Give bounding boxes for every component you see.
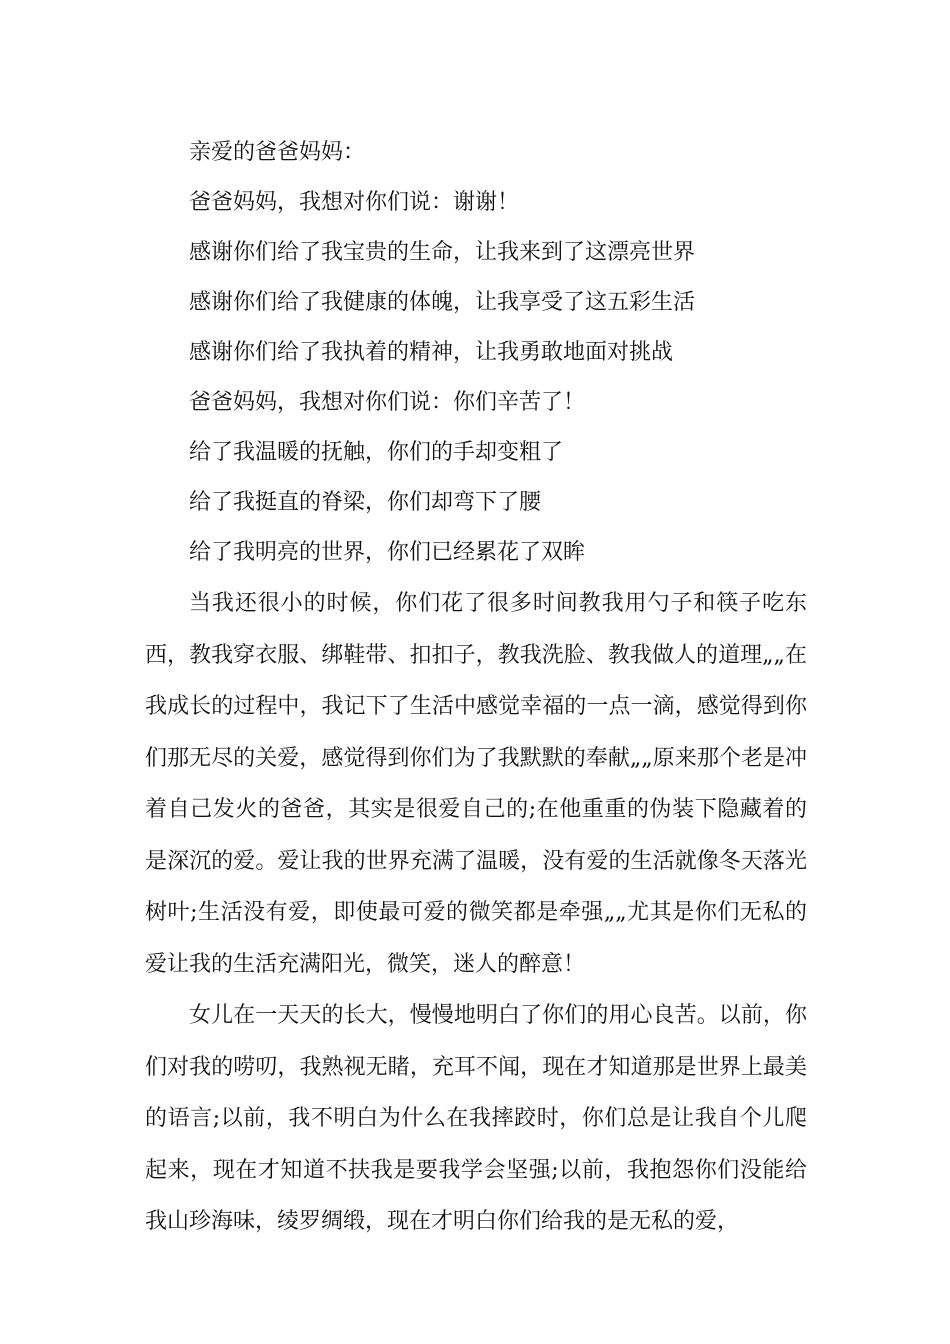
- letter-line: 感谢你们给了我健康的体魄，让我享受了这五彩生活: [189, 290, 696, 315]
- letter-line: 给了我温暖的抚触，你们的手却变粗了: [189, 440, 564, 465]
- letter-line: 感谢你们给了我宝贵的生命，让我来到了这漂亮世界: [189, 240, 696, 265]
- letter-body: [145, 128, 807, 1248]
- letter-line: 爸爸妈妈，我想对你们说：你们辛苦了！: [189, 390, 586, 415]
- letter-line: 感谢你们给了我执着的精神，让我勇敢地面对挑战: [189, 340, 674, 365]
- letter-line: 爸爸妈妈，我想对你们说：谢谢！: [189, 190, 520, 215]
- salutation: 亲爱的爸爸妈妈：: [189, 140, 366, 165]
- letter-line: 给了我明亮的世界，你们已经累花了双眸: [189, 540, 586, 565]
- paragraph-growing-up: 女儿在一天天的长大，慢慢地明白了你们的用心良苦。以前，你们对我的唠叨，我熟视无睹，充耳不闻，现在才知道那是世界上最美的语言;以前，我不明白为什么在我摔跤时，你们总是让我自个儿爬起来，现在才知道不扶我是要我学会坚强;以前，我抱怨你们没能给我山珍海味，绫罗绸缎，现在才明白你们给我的是无私的爱，: [145, 1003, 807, 1234]
- letter-line: 给了我挺直的脊梁，你们却弯下了腰: [189, 490, 542, 515]
- paragraph-childhood: 当我还很小的时候，你们花了很多时间教我用勺子和筷子吃东西，教我穿衣服、绑鞋带、扣扣子，教我洗脸、教我做人的道理„„在我成长的过程中，我记下了生活中感觉幸福的一点一滴，感觉得到你们那无尽的关爱，感觉得到你们为了我默默的奉献„„原来那个老是冲着自己发火的爸爸，其实是很爱自己的;在他重重的伪装下隐藏着的是深沉的爱。爱让我的世界充满了温暖，没有爱的生活就像冬天落光树叶;生活没有爱，即使最可爱的微笑都是牵强„„尤其是你们无私的爱让我的生活充满阳光，微笑，迷人的醉意！: [145, 591, 807, 977]
